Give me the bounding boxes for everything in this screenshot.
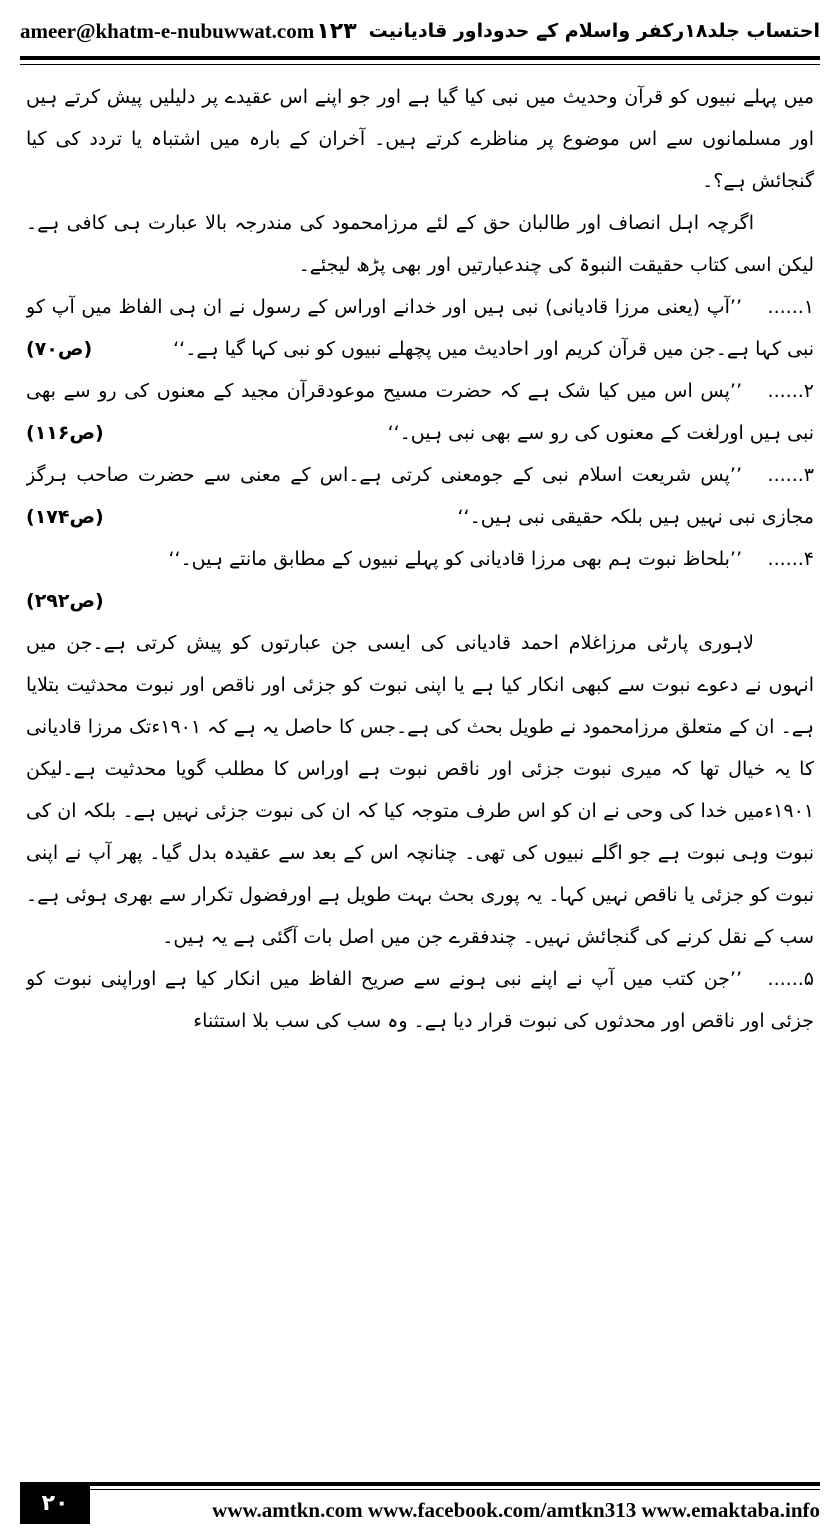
quote-number: ۱......: [767, 296, 814, 318]
quote-number: ۵......: [767, 968, 814, 990]
quote-text: ’’بلحاظ نبوت ہم بھی مرزا قادیانی کو پہلے نبیوں کے مطابق مانتے ہیں۔‘‘: [168, 548, 742, 570]
header-page-number: ۱۲۳: [316, 18, 357, 44]
footer-rule-thin: [20, 1489, 820, 1490]
header-email: ameer@khatm-e-nubuwwat.com: [20, 18, 315, 43]
footer-rule-thick: [20, 1482, 820, 1486]
quote-number: ۴......: [767, 548, 814, 570]
footer-links: www.amtkn.com www.facebook.com/amtkn313 www.emaktaba.info: [212, 1497, 820, 1522]
quote-number: ۲......: [767, 380, 814, 402]
quote-reference: (ص۱۷۴): [26, 506, 104, 528]
paragraph-2: اگرچہ اہل انصاف اور طالبان حق کے لئے مرزامحمود کی مندرجہ بالا عبارت ہی کافی ہے۔لیکن اسی کتاب حقیقت النبوۃ کی چندعبارتیں اور بھی پڑھ لیجئے۔: [26, 212, 814, 276]
page-body: [26, 76, 814, 1456]
header-rule-thick: [20, 56, 820, 60]
quote-4: [26, 538, 814, 622]
quote-number: ۳......: [767, 464, 814, 486]
quote-text: ’’جن کتب میں آپ نے اپنے نبی ہونے سے صریح الفاظ میں انکار کیا ہے اوراپنی نبوت کو جزئی اور ناقص اور محدثوں کی نبوت قرار دیا ہے۔ وہ سب کی سب بلا استثناء: [26, 968, 814, 1032]
paragraph-1: میں پہلے نبیوں کو قرآن وحدیث میں نبی کیا گیا ہے اور جو اپنے اس عقیدے پر دلیلیں پیش کرتے ہیں اور مسلمانوں سے اس موضوع پر مناظرے کرتے ہیں۔ آخران کے بارہ میں اشتباہ یا تردد کی کیا گنجائش ہے؟۔: [26, 86, 814, 192]
quote-text: ’’آپ (یعنی مرزا قادیانی) نبی ہیں اور خدانے اوراس کے رسول نے ان ہی الفاظ میں آپ کو نبی کہا ہے۔جن میں قرآن کریم اور احادیث میں پچھلے نبیوں کو نبی کہا گیا ہے۔‘‘: [26, 296, 814, 360]
quote-5: [26, 958, 814, 1042]
page-header: [20, 10, 820, 52]
quote-reference: (ص۷۰): [26, 338, 93, 360]
quote-reference: (ص۱۱۶): [26, 422, 104, 444]
quote-2: [26, 370, 814, 454]
quote-reference: (ص۲۹۲): [26, 590, 104, 612]
footer-page-number: ۲۰: [20, 1482, 90, 1524]
quote-1: [26, 286, 814, 370]
header-title: احتساب جلد۱۸رکفر واسلام کے حدوداور قادیانیت: [368, 20, 820, 42]
quote-text: ’’پس اس میں کیا شک ہے کہ حضرت مسیح موعودقرآن مجید کے معنوں کی رو سے بھی نبی ہیں اورلغت کے معنوں کی رو سے بھی نبی ہیں۔‘‘: [26, 380, 814, 444]
paragraph-3: لاہوری پارٹی مرزاغلام احمد قادیانی کی ایسی جن عبارتوں کو پیش کرتی ہے۔جن میں انہوں نے دعوے نبوت سے کبھی انکار کیا ہے یا اپنی نبوت کو جزئی اور ناقص اور نبوت محدثیت بتلایا ہے۔ ان کے متعلق مرزامحمود نے طویل بحث کی ہے۔جس کا حاصل یہ ہے کہ ۱۹۰۱ءتک مرزا قادیانی کا یہ خیال تھا کہ میری نبوت جزئی اور ناقص نبوت ہے اوراس کا مطلب گویا محدثیت ہے۔لیکن ۱۹۰۱ءمیں خدا کی وحی نے ان کو اس طرف متوجہ کیا کہ ان کی نبوت جزئی نہیں ہے۔ بلکہ ان کی نبوت وہی نبوت ہے جو اگلے نبیوں کی تھی۔ چنانچہ اس کے بعد سے عقیدہ بدل گیا۔ پھر آپ نے اپنی نبوت کو جزئی یا ناقص نہیں کہا۔ یہ پوری بحث بہت طویل ہے اورفضول تکرار سے بھری ہوئی ہے۔سب کے نقل کرنے کی گنجائش نہیں۔ چندفقرے جن میں اصل بات آگئی ہے یہ ہیں۔: [26, 632, 814, 948]
header-title-group: [316, 19, 820, 44]
quote-text: ’’پس شریعت اسلام نبی کے جومعنی کرتی ہے۔اس کے معنی سے حضرت صاحب ہرگز مجازی نبی نہیں ہیں بلکہ حقیقی نبی ہیں۔‘‘: [26, 464, 814, 528]
header-rule-thin: [20, 64, 820, 65]
quote-3: [26, 454, 814, 538]
